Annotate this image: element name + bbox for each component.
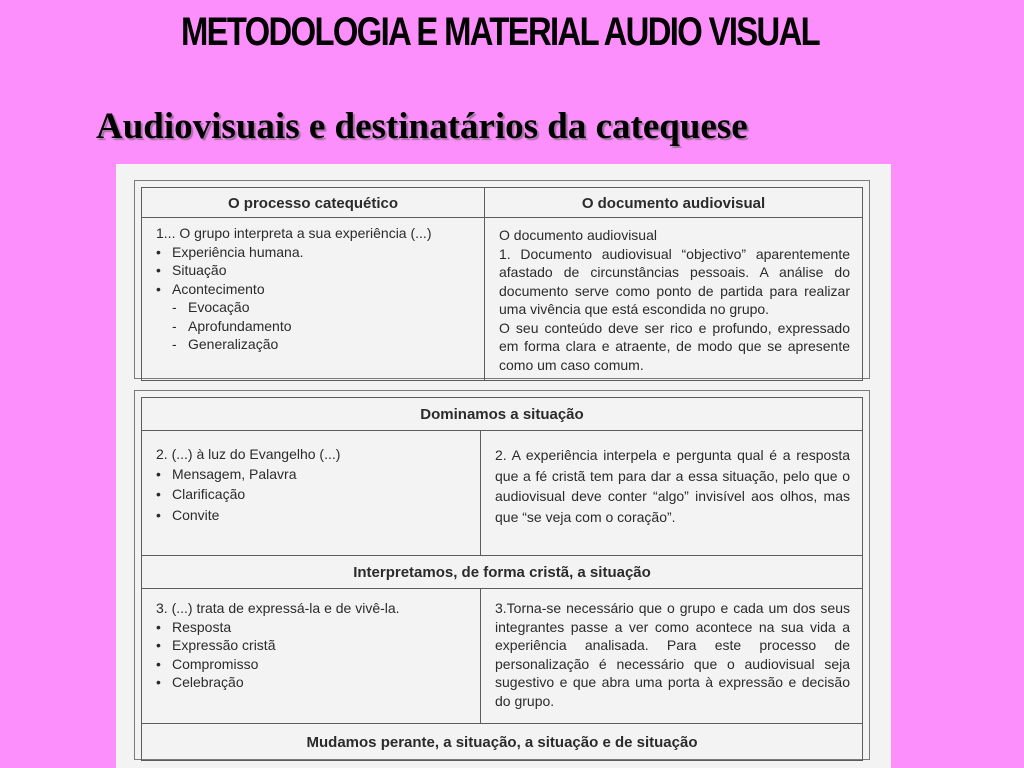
sub-list-item: - Aprofundamento (156, 317, 474, 336)
col-header-process: O processo catequético (142, 188, 485, 218)
personalization-cell: 3.Torna-se necessário que o grupo e cada um dos seus integrantes passe a ver como acontece na sua vida a experiência analisada. Para este processo de personalização é necessário que o audiovisual seja sugestivo e que abra uma porta à expressão e decisão do grupo. (481, 589, 863, 724)
sub-list-item: - Evocação (156, 298, 474, 317)
express-list (156, 618, 470, 692)
document-paragraph-1: 1. Documento audiovisual “objectivo” aparentemente afastado de circunstâncias pessoais. A análise do documento serve como ponto de partida para realizar uma vivência que está escondida no grupo. (499, 245, 850, 317)
slide-title: METODOLOGIA E MATERIAL AUDIO VISUAL (180, 10, 820, 54)
list-item: • Situação (156, 261, 474, 280)
list-item: • Resposta (156, 618, 470, 637)
process-intro: 1... O grupo interpreta a sua experiência (...) (156, 225, 432, 241)
list-item: • Clarificação (156, 484, 470, 505)
experience-cell: 2. A experiência interpela e pergunta qual é a resposta que a fé cristã tem para dar a essa situação, pelo que o audiovisual deve conter “algo” invisível aos olhos, mas que “se veja com o coração”. (481, 431, 863, 556)
process-list (156, 243, 474, 354)
situation-table (141, 397, 863, 761)
process-cell (142, 218, 485, 381)
document-paragraph-2: O seu conteúdo deve ser rico e profundo, expressado em forma clara e atraente, de modo que se apresente como um caso comum. (499, 319, 850, 373)
document-heading: O documento audiovisual (499, 227, 657, 243)
gospel-intro: 2. (...) à luz do Evangelho (...) (156, 446, 341, 462)
section-header-change: Mudamos perante, a situação, a situação e de situação (142, 724, 863, 761)
list-item: • Compromisso (156, 655, 470, 674)
express-intro: 3. (...) trata de expressá-la e de vivê-la. (156, 600, 400, 616)
express-cell (142, 589, 481, 724)
list-item: • Mensagem, Palavra (156, 464, 470, 485)
section-header-interpret: Interpretamos, de forma cristã, a situação (142, 556, 863, 589)
list-item: • Acontecimento (156, 280, 474, 299)
list-item: • Celebração (156, 673, 470, 692)
process-document-table (141, 187, 863, 381)
list-item: • Expressão cristã (156, 636, 470, 655)
list-item: • Convite (156, 505, 470, 526)
sub-list-item: - Generalização (156, 335, 474, 354)
gospel-list (156, 464, 470, 526)
list-item: • Experiência humana. (156, 243, 474, 262)
section-header-dominate: Dominamos a situação (142, 398, 863, 431)
gospel-cell (142, 431, 481, 556)
slide-subtitle: Audiovisuais e destinatários da catequese (96, 106, 748, 147)
document-cell (485, 218, 863, 381)
col-header-document: O documento audiovisual (485, 188, 863, 218)
